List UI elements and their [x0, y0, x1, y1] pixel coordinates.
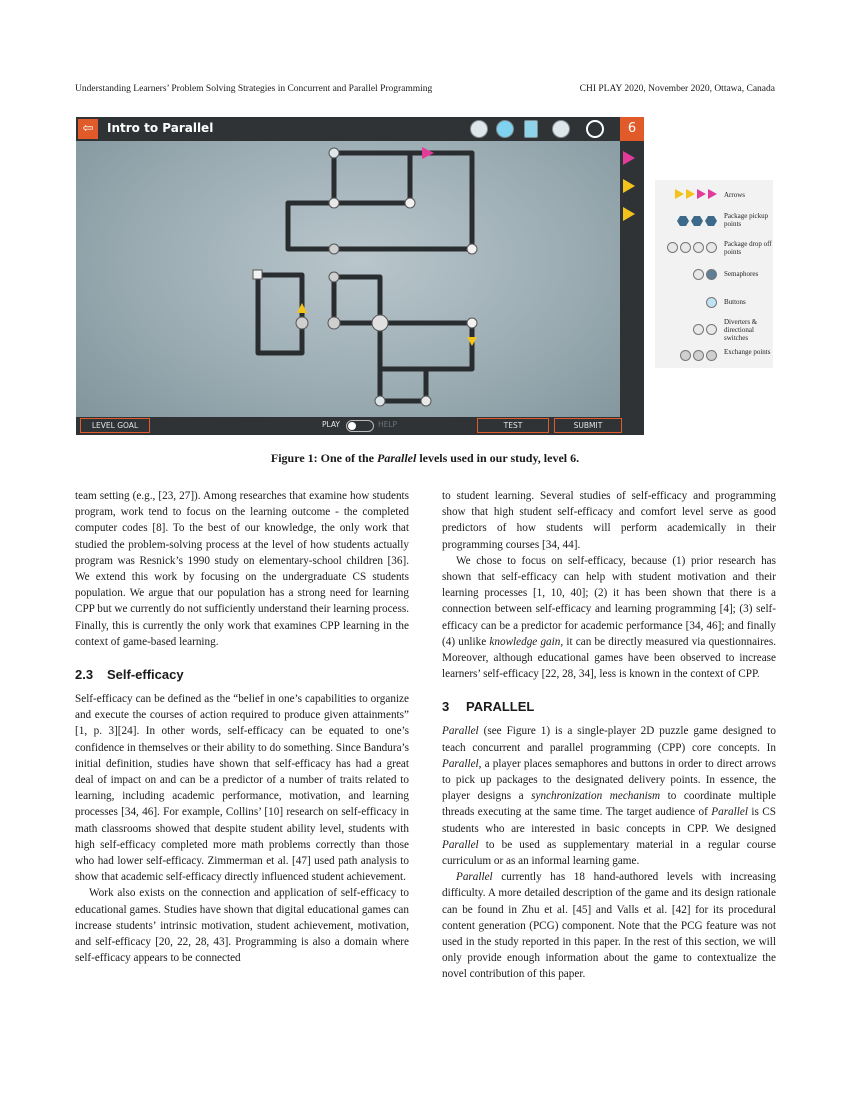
yellow-arrow-icon	[675, 189, 684, 199]
exchange-icon	[706, 350, 717, 361]
italic-run: Parallel	[456, 871, 493, 884]
level-title: Intro to Parallel	[107, 121, 214, 135]
text-run: We chose to focus on self-efficacy, because (1) prior research has shown that self-efficacy can help with student motivation and their learning processes [1, 10, 40]; (2) it has been shown that there is a connection between self-efficacy and learning programming [4]; (3) self-efficacy can be a predictor for academic performance [34, 46]; and finally (4) unlike	[442, 554, 776, 648]
diverter	[372, 315, 388, 331]
help-label[interactable]: HELP	[378, 420, 398, 429]
pink-arrow-icon	[708, 189, 717, 199]
text-run: currently has 18 hand-authored levels with increasing difficulty. A more detailed description of the game and its design rationale can be found in Zhu et al. [45] and Valls et al. [42] for its procedural content generation (PCG) component. Note that the PCG feature was not used in the study reported in this paper. In the rest of this section, we will only provide enough information about the game to contextualize the novel contribution of this paper.	[442, 871, 776, 981]
pickup-hex-icon	[677, 216, 689, 226]
running-header	[75, 84, 775, 98]
caption-italic: Parallel	[376, 451, 417, 465]
play-toggle[interactable]	[346, 420, 374, 432]
running-header-venue: CHI PLAY 2020, November 2020, Ottawa, Canada	[579, 84, 775, 94]
right-column	[442, 488, 776, 983]
directional-switch-icon	[706, 324, 717, 335]
exchange-icon	[693, 350, 704, 361]
yellow-arrow-on-track	[467, 337, 477, 346]
pickup-point	[329, 148, 339, 158]
pickup-point	[253, 270, 262, 279]
paragraph: to student learning. Several studies of self-efficacy and programming show that high student self-efficacy and comfort level serve as good predictors of how students will perform academically in their programming courses [34, 44].	[442, 490, 776, 551]
exchange-point	[329, 272, 339, 282]
text-run: to coordinate multiple threads executing at the same time. The target audience of	[442, 790, 776, 819]
exchange-point	[296, 317, 308, 329]
italic-run: Parallel	[442, 757, 479, 770]
paragraph	[442, 553, 776, 683]
paragraph	[442, 869, 776, 982]
text-run: , it can be directly measured via questionnaires. Moreover, although educational games have been observed to increase learners’ self-efficacy [22, 28, 34], less is known in the context of CPP.	[442, 635, 776, 681]
left-column	[75, 488, 409, 966]
dropoff-icon	[667, 242, 678, 253]
section-number: 3	[442, 699, 450, 715]
pickup-point	[375, 396, 385, 406]
paragraph: team setting (e.g., [23, 27]). Among researches that examine how students program, work tend to focus on the learning outcome - the completed computer codes [8]. To the best of our knowledge, the only work that studied the problem-solving process at the level of how students actually program was Resnick’s 1990 study on elementary-school children [36]. We extend this work by focusing on the undergraduate CS students population. We argue that our population has a strong need for learning CPP but we currently do not sufficiently understand their learning process. Finally, this is currently the only work that examines CPP learning in the context of game-based learning.	[75, 490, 410, 648]
exchange-icon	[680, 350, 691, 361]
dropoff-point	[467, 244, 477, 254]
test-button[interactable]: TEST	[477, 418, 549, 433]
dropoff-icon	[693, 242, 704, 253]
diverter	[421, 396, 431, 406]
pickup-hex-icon	[705, 216, 717, 226]
italic-run: Parallel	[442, 838, 479, 851]
text-run: , a player places semaphores and buttons in order to direct arrows to pick up packages to the designated delivery points. In essence, the player designs a	[442, 757, 776, 803]
section-title: Self-efficacy	[107, 667, 184, 683]
running-header-title: Understanding Learners’ Problem Solving Strategies in Concurrent and Parallel Programming	[75, 84, 433, 94]
legend-label: Package drop off points	[724, 240, 772, 256]
dropoff-icon	[706, 242, 717, 253]
arrow-side-panel	[620, 141, 644, 417]
section-number: 2.3	[75, 667, 94, 683]
yellow-arrow-icon[interactable]	[623, 179, 635, 193]
figure-caption	[0, 451, 850, 466]
semaphore-icon	[693, 269, 704, 280]
figure-legend	[655, 180, 773, 368]
dropoff-point	[467, 318, 477, 328]
pink-arrow-icon	[697, 189, 706, 199]
legend-label: Diverters & directional switches	[724, 318, 758, 342]
exit-door-icon[interactable]: ⇦	[78, 119, 98, 139]
semaphore-icon	[706, 269, 717, 280]
italic-run: knowledge gain	[489, 635, 561, 648]
italic-run: synchronization mechanism	[531, 790, 661, 803]
level-number: 6	[620, 117, 644, 141]
yellow-arrow-icon[interactable]	[623, 207, 635, 221]
text-run: to be used as supplementary material in a regular course curriculum or as an informal learning game.	[442, 838, 776, 868]
paragraph: Work also exists on the connection and application of self-efficacy to educational games. Studies have shown that digital educational games can increase students’ intrinsic motivation, student achievement, motivation, and self-efficacy [20, 22, 28, 43]. Programming is also a domain where self-efficacy appears to be connected	[75, 887, 409, 965]
section-heading	[75, 667, 409, 683]
submit-button[interactable]: SUBMIT	[554, 418, 622, 433]
section-heading	[442, 699, 776, 715]
play-label: PLAY	[322, 420, 341, 429]
paragraph: Self-efficacy can be defined as the “belief in one’s capabilities to organize and execute the courses of action required to produce given attainments” [1, p. 3][24]. In other words, self-efficacy can be equated to one’s confidence in themselves or their ability to do something. Since Bandura’s initial definition, studies have shown that self-efficacy has had a great deal of impact on and can be a predictor of a number of traits related to learning, including academic performance, motivation, and learning processes [34, 46]. For example, Collins’ [10] research on self-efficacy in math classrooms showed that despite student ability level, students with high self-efficacy completed more math problems correctly than those who had lower self-efficacy. Zimmerman et al. [47] used path analysis to show that academic self-efficacy directly influenced student achievement.	[75, 693, 409, 884]
section-title: PARALLEL	[466, 699, 535, 715]
pickup-hex-icon	[691, 216, 703, 226]
diverter	[329, 198, 339, 208]
level-goal-button[interactable]: LEVEL GOAL	[80, 418, 150, 433]
caption-suffix: levels used in our study, level 6.	[416, 451, 580, 465]
legend-label: Semaphores	[724, 270, 759, 278]
exchange-point	[328, 317, 340, 329]
game-bottom-bar	[76, 417, 644, 435]
dropoff-icon	[680, 242, 691, 253]
yellow-arrow-on-track	[297, 303, 307, 313]
legend-label: Buttons	[724, 298, 746, 306]
paragraph	[442, 723, 776, 869]
legend-label: Arrows	[724, 191, 745, 199]
button-icon	[706, 297, 717, 308]
game-screenshot	[76, 117, 644, 435]
exchange-point	[329, 244, 339, 254]
italic-run: Parallel	[442, 725, 479, 738]
pink-arrow-on-track	[422, 147, 434, 159]
pink-arrow-icon[interactable]	[623, 151, 635, 165]
level-track-map	[76, 117, 620, 417]
text-run: (see Figure 1) is a single-player 2D puzzle game designed to teach concurrent and parallel programming (CPP) core concepts. In	[442, 725, 776, 754]
legend-label: Exchange points	[724, 348, 771, 356]
yellow-arrow-icon	[686, 189, 695, 199]
dropoff-point	[405, 198, 415, 208]
diverter-icon	[693, 324, 704, 335]
italic-run: Parallel	[711, 806, 748, 819]
caption-prefix: Figure 1: One of the	[270, 451, 377, 465]
text-run: is CS students who are interested in basic concepts in CPP. We designed	[442, 806, 776, 835]
legend-label: Package pickup points	[724, 212, 769, 228]
